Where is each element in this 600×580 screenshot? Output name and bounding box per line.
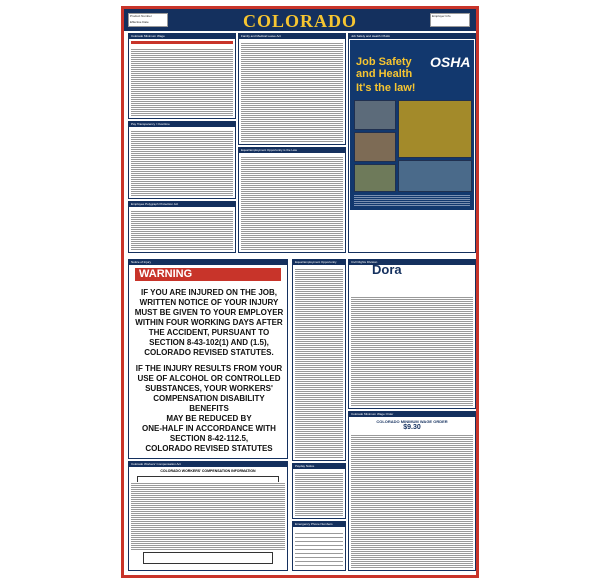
warning-line: MUST BE GIVEN TO YOUR EMPLOYER <box>134 308 284 317</box>
osha-poster <box>350 40 474 210</box>
panel-title: Notice of Injury <box>129 260 287 265</box>
minwage-title: COLORADO MINIMUM WAGE ORDER <box>376 419 448 424</box>
osha-tagline: It's the law! <box>356 82 416 94</box>
panel-eeo <box>238 147 346 253</box>
panel-pay-transparency <box>128 121 236 199</box>
safety-photo <box>354 164 396 192</box>
warning-line: USE OF ALCOHOL OR CONTROLLED <box>137 374 281 383</box>
warning-line: SECTION 8-43-102(1) AND (1.5), <box>149 338 269 347</box>
warning-line: WITHIN FOUR WORKING DAYS AFTER <box>135 318 283 327</box>
warning-line: SUBSTANCES, YOUR WORKERS' <box>145 384 273 393</box>
dora-logo: Dora <box>372 262 402 277</box>
warning-line: WRITTEN NOTICE OF YOUR INJURY <box>139 298 279 307</box>
panel-title: Equal Employment Opportunity is the Law <box>239 148 345 153</box>
warning-paragraph-2 <box>133 364 285 454</box>
warning-line: COMPENSATION DISABILITY BENEFITS <box>153 394 265 413</box>
warning-line: ONE-HALF IN ACCORDANCE WITH <box>142 424 276 433</box>
safety-photo <box>354 132 396 162</box>
panel-title: Payday Notice <box>293 464 345 469</box>
warning-line: THE ACCIDENT, PURSUANT TO <box>148 328 270 337</box>
panel-title: Emergency Phone Numbers <box>293 522 345 527</box>
panel-title: Colorado Minimum Wage <box>129 34 235 39</box>
safety-photo <box>398 160 472 192</box>
panel-title: Employee Polygraph Protection Act <box>129 202 235 207</box>
panel-payday <box>292 463 346 519</box>
panel-title: Family and Medical Leave Act <box>239 34 345 39</box>
text-block <box>295 268 343 458</box>
comp-contact-box <box>143 552 273 564</box>
poster-title: COLORADO <box>242 11 357 31</box>
warning-line: SECTION 8-42-112.5, <box>169 434 249 443</box>
text-block <box>351 434 473 568</box>
phone-lines <box>295 530 343 568</box>
warning-label: WARNING <box>139 268 193 280</box>
panel-minimum-wage-order <box>348 411 476 571</box>
warning-paragraph-1 <box>133 288 285 358</box>
panel-eeo-narrow <box>292 259 346 461</box>
safety-photo <box>398 100 472 158</box>
panel-notice-of-injury <box>128 259 288 459</box>
osha-headline <box>356 56 412 80</box>
panel-workers-comp <box>128 461 288 571</box>
minwage-rate: $9.30 <box>403 424 421 431</box>
comp-title: COLORADO WORKERS' COMPENSATION INFORMATION <box>160 469 256 473</box>
employer-info-label: Employer Info <box>432 14 451 18</box>
warning-line: IF YOU ARE INJURED ON THE JOB, <box>140 288 278 297</box>
employer-info-box <box>430 13 470 27</box>
panel-title: Equal Employment Opportunity <box>293 260 345 265</box>
warning-line: COLORADO REVISED STATUTES. <box>144 348 274 357</box>
warning-banner <box>135 268 281 281</box>
red-rule <box>131 41 233 44</box>
panel-title: Colorado Workers' Compensation Act <box>129 462 287 467</box>
warning-line: MAY BE REDUCED BY <box>166 414 252 423</box>
panel-fmla <box>238 33 346 145</box>
panel-emergency <box>292 521 346 571</box>
osha-headline-line: and Health <box>356 68 413 80</box>
panel-title: Job Safety and Health OSHA <box>349 34 475 39</box>
labor-law-poster <box>121 6 479 578</box>
panel-title: Civil Rights Division <box>349 260 475 265</box>
panel-dora <box>348 259 476 409</box>
panel-polygraph <box>128 201 236 253</box>
text-block <box>131 482 285 550</box>
text-block <box>295 472 343 516</box>
text-block <box>131 48 233 116</box>
text-block <box>131 130 233 196</box>
text-block <box>131 210 233 250</box>
osha-headline-line: Job Safety <box>356 56 412 68</box>
osha-text-block <box>354 194 470 206</box>
poster-header <box>124 9 476 31</box>
text-block <box>241 156 343 250</box>
panel-title: Colorado Minimum Wage Order <box>349 412 475 417</box>
text-block <box>241 42 343 142</box>
warning-line: COLORADO REVISED STATUTES <box>145 444 273 453</box>
product-number-label: Product Number <box>130 14 152 18</box>
osha-logo: OSHA <box>430 54 471 70</box>
panel-minimum-wage <box>128 33 236 119</box>
safety-photo <box>354 100 396 130</box>
panel-title: Pay Transparency / Overtime <box>129 122 235 127</box>
text-block <box>351 296 473 406</box>
effective-date-label: Effective Date <box>130 19 149 24</box>
warning-line: IF THE INJURY RESULTS FROM YOUR <box>135 364 283 373</box>
